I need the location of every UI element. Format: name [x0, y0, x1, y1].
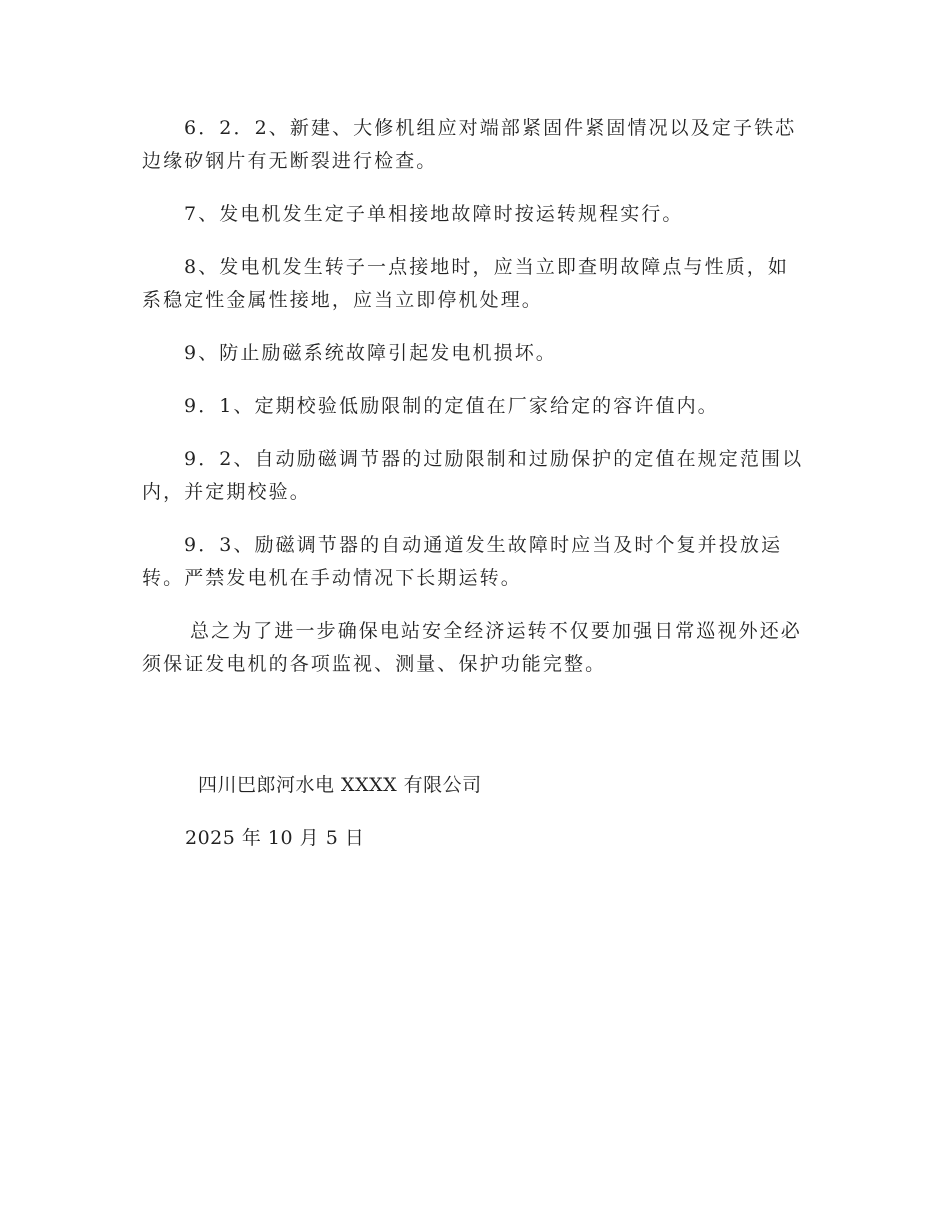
paragraph-9: 9、防止励磁系统故障引起发电机损坏。: [184, 342, 557, 364]
paragraph-9-2: 9．2、自动励磁调节器的过励限制和过励保护的定值在规定范围以内，并定期校验。: [142, 448, 804, 503]
document-body: [142, 112, 806, 701]
signature-date: 2025 年 10 月 5 日: [185, 827, 365, 849]
paragraph-9-3: 9．3、励磁调节器的自动通道发生故障时应当及时个复并投放运转。严禁发电机在手动情况下长期运转。: [142, 534, 783, 589]
paragraph-conclusion: 总之为了进一步确保电站安全经济运转不仅要加强日常巡视外还必须保证发电机的各项监视、测量、保护功能完整。: [142, 620, 802, 675]
paragraph-9-1: 9．1、定期校验低励限制的定值在厂家给定的容许值内。: [184, 395, 719, 417]
company-signature: 四川巴郎河水电 XXXX 有限公司: [198, 774, 482, 796]
paragraph-6-2-2: 6．2．2、新建、大修机组应对端部紧固件紧固情况以及定子铁芯边缘矽钢片有无断裂进行检查。: [142, 117, 797, 172]
paragraph-7: 7、发电机发生定子单相接地故障时按运转规程实行。: [184, 203, 684, 225]
paragraph-8: 8、发电机发生转子一点接地时，应当立即查明故障点与性质，如系稳定性金属性接地，应当立即停机处理。: [142, 256, 789, 311]
